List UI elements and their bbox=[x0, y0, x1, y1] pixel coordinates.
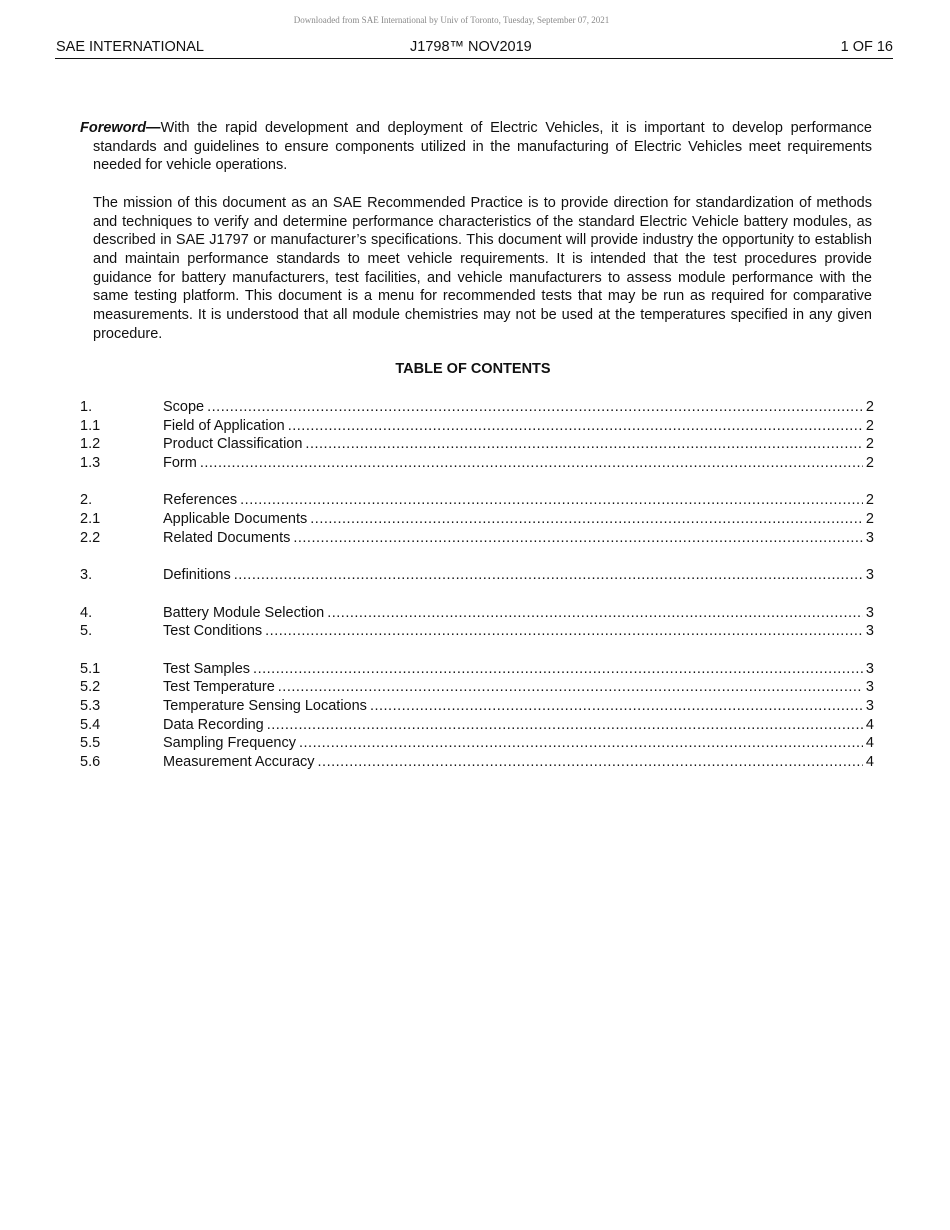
toc-entry-number: 2.2 bbox=[80, 529, 101, 546]
toc-entry[interactable] bbox=[80, 510, 874, 529]
foreword-paragraph-2: The mission of this document as an SAE Recommended Practice is to provide direction for standardization of methods and techniques to verify and determine performance characteristics of the standard Electric Vehicle battery modules, as described in SAE J1797 or manufacturer’s specifications. This document will provide industry the opportunity to establish and maintain performance standards to meet vehicle requirements. It is intended that the test procedures provide guidance for battery manufacturers, test facilities, and vehicle manufacturers to assess module performance with the same testing platform. This document is a menu for recommended tests that may be run as required for comparative measurements. It is understood that all module chemistries may not be used at the temperatures specified in any given procedure. bbox=[93, 194, 872, 342]
toc-entry-page: 4 bbox=[865, 735, 874, 752]
toc-entry-line bbox=[163, 660, 874, 679]
toc-entry-page: 3 bbox=[865, 567, 874, 584]
toc-entry-page: 3 bbox=[865, 529, 874, 546]
toc-entry[interactable] bbox=[80, 678, 874, 697]
foreword-paragraph-1 bbox=[80, 119, 872, 175]
toc-entry[interactable] bbox=[80, 398, 874, 417]
toc-entry-line bbox=[163, 753, 874, 772]
toc-entry-label: Definitions bbox=[163, 566, 234, 585]
toc-entry[interactable] bbox=[80, 660, 874, 679]
toc-entry-number: 3. bbox=[80, 567, 93, 584]
toc-entry-line bbox=[163, 435, 874, 454]
toc-entry-label: Measurement Accuracy bbox=[163, 753, 318, 772]
toc-entry-number: 5.6 bbox=[80, 754, 101, 771]
toc-dot-leader bbox=[305, 435, 863, 454]
toc-entry-page: 3 bbox=[865, 679, 874, 696]
toc-dot-leader bbox=[318, 753, 863, 772]
toc-entry-line bbox=[163, 454, 874, 473]
header-doc-id: J1798™ NOV2019 bbox=[410, 39, 532, 55]
toc-entry-page: 2 bbox=[865, 455, 874, 472]
toc-entry-label: Sampling Frequency bbox=[163, 734, 299, 753]
toc-entry-number: 5.4 bbox=[80, 716, 101, 733]
toc-entry-line bbox=[163, 678, 874, 697]
toc-entry-line bbox=[163, 417, 874, 436]
toc-entry-page: 2 bbox=[865, 436, 874, 453]
toc-entry-label: Applicable Documents bbox=[163, 510, 310, 529]
toc-entry-number: 1.2 bbox=[80, 436, 101, 453]
toc-dot-leader bbox=[265, 622, 863, 641]
toc-entry-page: 4 bbox=[865, 754, 874, 771]
toc-dot-leader bbox=[310, 510, 863, 529]
toc-entry-number: 1. bbox=[80, 399, 93, 415]
toc-entry[interactable] bbox=[80, 491, 874, 510]
toc-entry-line bbox=[163, 510, 874, 529]
toc-entry-label: Field of Application bbox=[163, 417, 288, 436]
toc-entry[interactable] bbox=[80, 734, 874, 753]
toc-entry-label: Test Temperature bbox=[163, 678, 278, 697]
toc-entry-label: Test Conditions bbox=[163, 622, 265, 641]
toc-entry[interactable] bbox=[80, 417, 874, 436]
toc-entry-page: 3 bbox=[865, 660, 874, 677]
toc-entry[interactable] bbox=[80, 697, 874, 716]
page-header bbox=[55, 38, 893, 59]
toc-entry[interactable] bbox=[80, 622, 874, 641]
toc-entry-label: Temperature Sensing Locations bbox=[163, 697, 370, 716]
toc-entry-page: 4 bbox=[865, 716, 874, 733]
toc-entry-label: Battery Module Selection bbox=[163, 604, 327, 623]
toc-entry-line bbox=[163, 697, 874, 716]
download-watermark: Downloaded from SAE International by Univ of Toronto, Tuesday, September 07, 2021 bbox=[293, 15, 610, 25]
toc-dot-leader bbox=[267, 716, 863, 735]
toc-entry-number: 4. bbox=[80, 604, 93, 621]
toc-entry-line bbox=[163, 566, 874, 585]
toc-entry-line bbox=[163, 491, 874, 510]
toc-entry-number: 5.3 bbox=[80, 698, 101, 714]
toc-entry[interactable] bbox=[80, 716, 874, 735]
toc-dot-leader bbox=[240, 491, 863, 510]
toc-dot-leader bbox=[327, 604, 863, 623]
toc-entry[interactable] bbox=[80, 529, 874, 548]
toc-entry-number: 5. bbox=[80, 623, 93, 640]
toc-entry-line bbox=[163, 734, 874, 753]
toc-dot-leader bbox=[288, 417, 863, 436]
toc-entry-number: 5.1 bbox=[80, 660, 101, 677]
toc-entry[interactable] bbox=[80, 454, 874, 473]
toc-entry[interactable] bbox=[80, 566, 874, 585]
toc-entry-page: 3 bbox=[865, 623, 874, 640]
toc-entry-number: 5.5 bbox=[80, 735, 101, 752]
toc-entry-label: Form bbox=[163, 454, 200, 473]
toc-entry-line bbox=[163, 716, 874, 735]
toc-entry-line bbox=[163, 398, 874, 417]
toc-entry-page: 2 bbox=[865, 492, 874, 509]
toc-entry[interactable] bbox=[80, 604, 874, 623]
toc-dot-leader bbox=[293, 529, 863, 548]
table-of-contents bbox=[80, 398, 874, 772]
toc-entry-page: 3 bbox=[865, 698, 874, 714]
toc-entry-label: Data Recording bbox=[163, 716, 267, 735]
toc-entry-page: 2 bbox=[865, 417, 874, 434]
foreword-lead: Foreword— bbox=[80, 120, 161, 136]
toc-dot-leader bbox=[278, 678, 863, 697]
toc-entry-line bbox=[163, 529, 874, 548]
toc-entry-label: Related Documents bbox=[163, 529, 293, 548]
toc-entry-page: 2 bbox=[865, 511, 874, 528]
toc-entry-line bbox=[163, 622, 874, 641]
toc-entry-page: 2 bbox=[865, 399, 874, 415]
foreword-text-1: With the rapid development and deployment of Electric Vehicles, it is important to develop performance standards and guidelines to ensure components utilized in the manufacturing of Electric Vehicles meet requirements needed for vehicle operations. bbox=[93, 120, 872, 174]
toc-entry-label: References bbox=[163, 491, 240, 510]
foreword-section bbox=[80, 119, 872, 343]
toc-dot-leader bbox=[299, 734, 863, 753]
toc-dot-leader bbox=[234, 566, 863, 585]
header-org: SAE INTERNATIONAL bbox=[56, 39, 204, 55]
toc-entry-number: 1.1 bbox=[80, 417, 101, 434]
toc-entry-label: Product Classification bbox=[163, 435, 305, 454]
toc-dot-leader bbox=[253, 660, 863, 679]
header-page-number: 1 OF 16 bbox=[840, 39, 893, 55]
toc-entry-number: 5.2 bbox=[80, 679, 101, 696]
toc-entry[interactable] bbox=[80, 753, 874, 772]
toc-dot-leader bbox=[207, 398, 863, 417]
toc-dot-leader bbox=[370, 697, 863, 716]
toc-entry-number: 1.3 bbox=[80, 455, 101, 472]
toc-dot-leader bbox=[200, 454, 863, 473]
toc-title: TABLE OF CONTENTS bbox=[395, 361, 551, 377]
toc-entry-number: 2. bbox=[80, 492, 93, 509]
toc-entry-label: Scope bbox=[163, 398, 207, 417]
toc-entry-label: Test Samples bbox=[163, 660, 253, 679]
toc-entry-page: 3 bbox=[865, 604, 874, 621]
toc-entry-line bbox=[163, 604, 874, 623]
toc-entry-number: 2.1 bbox=[80, 511, 101, 528]
toc-entry[interactable] bbox=[80, 435, 874, 454]
